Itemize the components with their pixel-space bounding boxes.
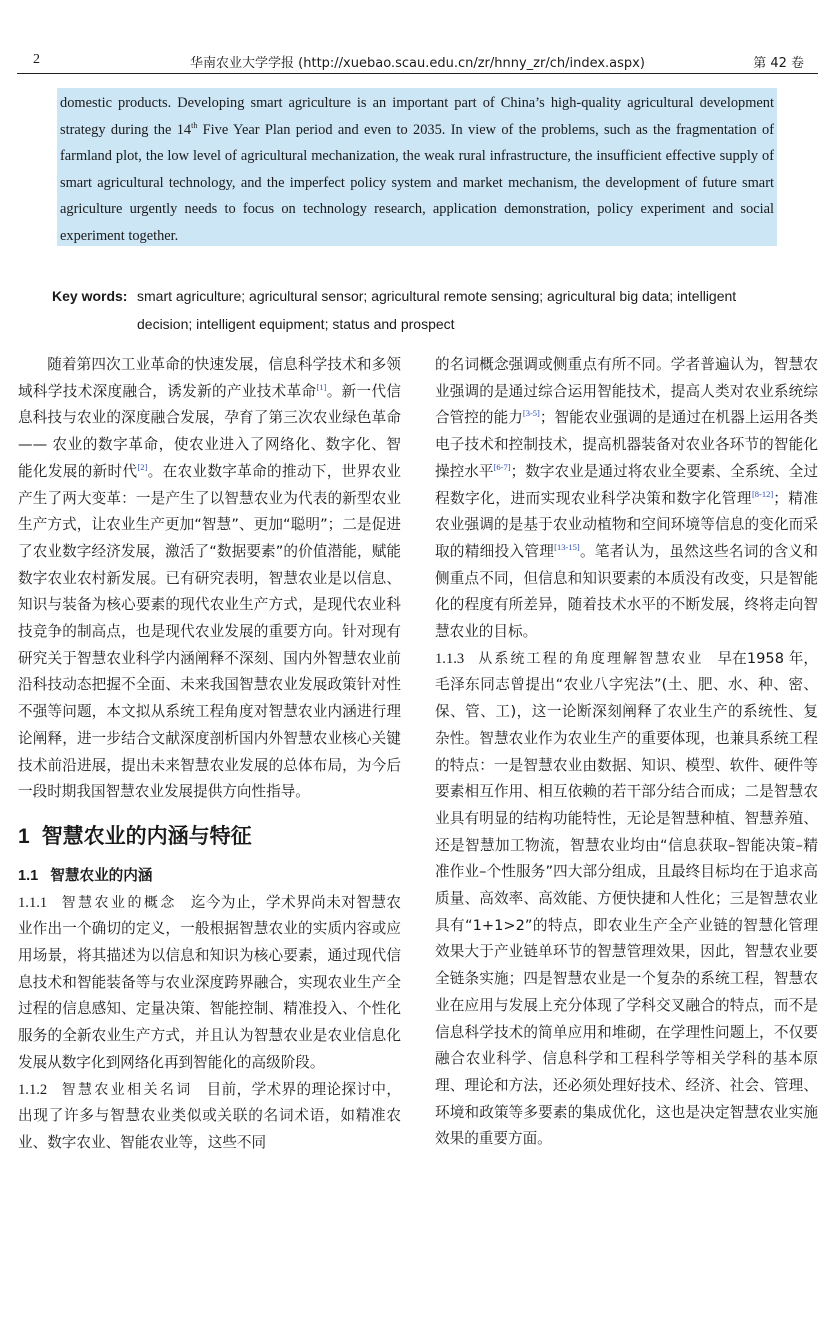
heading-label: 从系统工程的角度理解智慧农业: [478, 650, 704, 667]
subsection-heading-1-1: [18, 863, 401, 890]
paragraph-1-1-2: [18, 1077, 401, 1157]
heading-number: 1.1.2: [18, 1081, 48, 1098]
keywords-label: Key words:: [52, 288, 128, 304]
heading-label: 智慧农业的概念: [61, 894, 177, 911]
heading-label: 智慧农业相关名词: [61, 1081, 193, 1098]
citation[interactable]: [6-7]: [493, 461, 511, 472]
text: ；智能农业强调的是通过在机器上运用各类电子技术和控制技术，提高机器装备对农业各环节的智能化操控水平: [435, 409, 818, 480]
text: ；数字农业是通过将农业全要素、全系统、全过程数字化，进而实现农业科学决策和数字化管理: [435, 462, 818, 507]
running-header: [17, 52, 818, 74]
heading-number: 1.1.3: [435, 650, 465, 667]
heading-number: 1.1.1: [18, 894, 48, 911]
abstract-text-1: domestic products. Developing smart agriculture is an important part of China’s high-quality agricultural development strategy during the 14: [60, 95, 774, 138]
intro-text-3: 。在农业数字革命的推动下，世界农业产生了两大变革：一是产生了以智慧农业为代表的新型农业生产方式，让农业生产更加“智慧”、更加“聪明”；二是促进了农业数字经济发展，激活了“数据要素”的价值潜能，赋能数字农业农村新发展。已有研究表明，智慧农业是以信息、知识与装备为核心要素的现代农业生产方式，是现代农业科技竞争的制高点，也是现代农业发展的重要方向。针对现有研究关于智慧农业科学内涵阐释不深刻、国内外智慧农业前沿科技动态把握不全面、未来我国智慧农业发展政策针对性不强等问题，本文拟从系统工程角度对智慧农业内涵进行理论阐释，进一步结合文献深度剖析国内外智慧农业核心关键技术前沿进展，提出未来智慧农业发展的总体布局，为今后一段时期我国智慧农业发展提供方向性指导。: [18, 462, 401, 801]
paragraph-text: 目前，学术界的理论探讨中，出现了许多与智慧农业类似或关联的名词术语，如精准农业、数字农业、智能农业等，这些不同: [18, 1080, 401, 1151]
citation[interactable]: [13-15]: [554, 541, 580, 552]
subsection-title: 智慧农业的内涵: [50, 866, 153, 884]
paragraph-text: 迄今为止，学术界尚未对智慧农业作出一个确切的定义，一般根据智慧农业的实质内容或应用场景，将其描述为以信息和知识为核心要素，通过现代信息技术和智能装备等与农业深度跨界融合，实现农业生产全过程的信息感知、定量决策、智能控制、精准投入、个性化服务的全新农业生产方式，并且认为智慧农业是农业信息化发展从数字化到网络化再到智能化的高级阶段。: [18, 893, 401, 1071]
abstract-text-2: Five Year Plan period and even to 2035. In view of the problems, such as the fragmentation of farmland plot, the low level of agricultural mechanization, the weak rural infrastructure, the insufficient effective supply of smart agricultural technology, and the imperfect policy system and market mechanism, the development of future smart agriculture urgently needs to focus on technology research, application demonstration, policy experiment and social experiment together.: [60, 121, 775, 244]
citation[interactable]: [2]: [137, 461, 148, 472]
text: ；精准农业强调的是基于农业动植物和空间环境等信息的变化而采取的精细投入管理: [435, 489, 818, 560]
paragraph-text: 早在1958 年，毛泽东同志曾提出“农业八字宪法”(土、肥、水、种、密、保、管、工)，这一论断深刻阐释了农业生产的系统性、复杂性。智慧农业作为农业生产的重要体现，也兼具系统工程的特点：一是智慧农业由数据、知识、模型、软件、硬件等要素相互作用、相互依赖的若干部分结合而成；二是智慧农业具有明显的结构功能特性，无论是智慧种植、智慧养殖、还是智慧加工物流，智慧农业均由“信息获取–智能决策–精准作业–个性服务”四大部分组成，且最终目标均在于追求高质量、高效率、高效能、方便快捷和人性化；三是智慧农业具有“1+1>2”的特点，即农业生产全产业链的智慧化管理效果大于产业链单环节的智慧管理效果，因此，智慧农业要全链条实施；四是智慧农业是一个复杂的系统工程，智慧农业在应用与发展上充分体现了学科交叉融合的特点，而不是信息科学技术的简单应用和堆砌，在学理性问题上，不仅要融合农业科学、信息科学和工程科学等相关学科的基本原理、理论和方法，还必须处理好技术、经济、社会、管理、环境和政策等多要素的集成优化，这也是决定智慧农业实施效果的重要方面。: [435, 649, 819, 1148]
subsection-number: 1.1: [18, 867, 39, 884]
journal-title: 华南农业大学学报 (http://xuebao.scau.edu.cn/zr/hnny_zr/ch/index.aspx): [190, 56, 645, 71]
right-column: [435, 352, 818, 1153]
paragraph-1-1-3: [435, 646, 818, 1153]
text: 。笔者认为，虽然这些名词的含义和侧重点不同，但信息和知识要素的本质没有改变，只是智能化的程度有所差异，随着技术水平的不断发展，终将走向智慧农业的目标。: [435, 542, 818, 641]
abstract-sup: th: [191, 120, 198, 130]
page-number: 2: [33, 52, 40, 67]
intro-text-2: 。新一代信息科技与农业的深度融合发展，孕育了第三次农业绿色革命—— 农业的数字革命，使农业进入了网络化、数字化、智能化发展的新时代: [18, 382, 401, 480]
intro-paragraph: [18, 352, 401, 806]
section-title: 智慧农业的内涵与特征: [41, 823, 252, 848]
english-abstract: [57, 88, 777, 246]
citation[interactable]: [1]: [316, 381, 327, 392]
citation[interactable]: [8-12]: [751, 488, 774, 499]
heading-1-1-2: [18, 1082, 207, 1098]
keywords-value: smart agriculture; agricultural sensor; agricultural remote sensing; agricultural big data; intelligent decision; intelligent equipment; status and prospect: [137, 288, 737, 332]
section-number: 1: [18, 824, 30, 848]
paragraph-1-1-2-cont: [435, 352, 818, 646]
heading-1-1-1: [18, 895, 191, 911]
volume-label: 第 42 卷: [753, 56, 804, 71]
citation[interactable]: [3-5]: [522, 408, 540, 419]
section-heading-1: [18, 822, 401, 851]
paragraph-1-1-1: [18, 890, 401, 1077]
left-column: [18, 352, 401, 1157]
text: 的名词概念强调或侧重点有所不同。学者普遍认为，智慧农业强调的是通过综合运用智能技术，提高人类对农业系统综合管控的能力: [435, 356, 818, 427]
heading-1-1-3: [435, 651, 718, 667]
intro-text-1: 随着第四次工业革命的快速发展，信息科学技术和多领域科学技术深度融合，诱发新的产业技术革命: [18, 356, 401, 400]
